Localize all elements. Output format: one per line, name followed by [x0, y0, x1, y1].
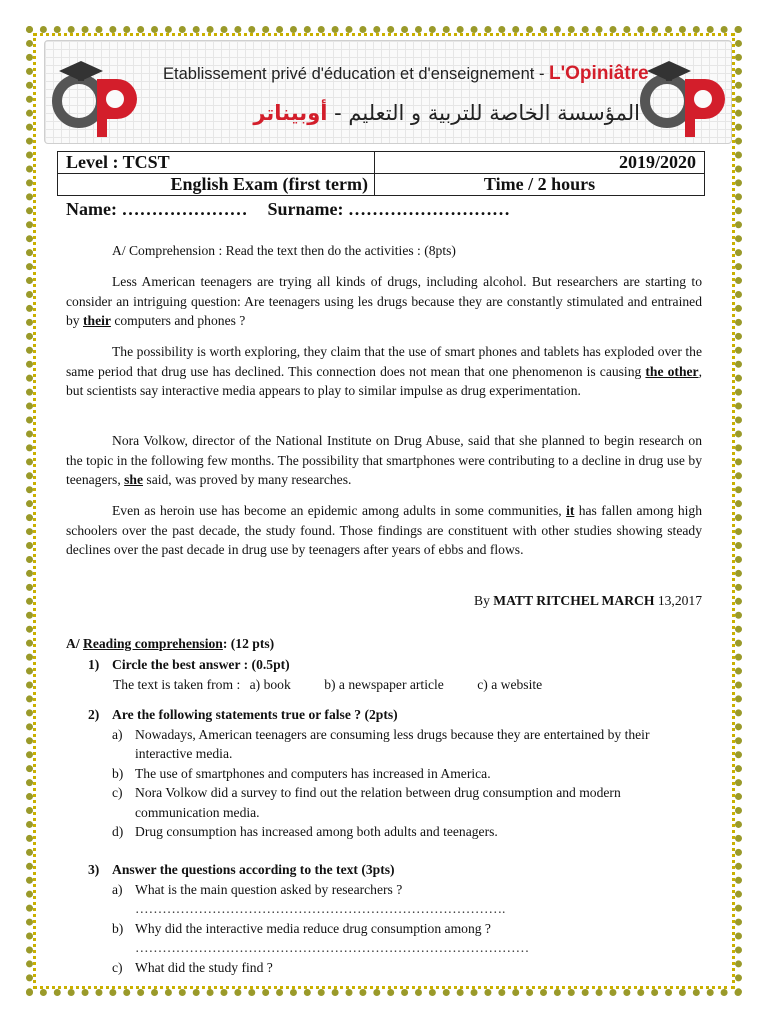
option-b[interactable]: b) a newspaper article: [324, 676, 444, 692]
surname-field[interactable]: Surname: ………………………: [267, 199, 510, 219]
option-a[interactable]: a) book: [249, 676, 291, 692]
school-name-french: Etablissement privé d'éducation et d'enseignement - L'Opiniâtre: [163, 63, 649, 84]
question-3c: c) What did the study find ?: [112, 959, 273, 975]
reference-word-the-other: the other: [645, 363, 699, 379]
comprehension-instruction: A/ Comprehension : Read the text then do the activities : (8pts): [112, 243, 456, 258]
reference-word-it: it: [566, 503, 575, 518]
statement-d: d) Drug consumption has increased among both adults and teenagers.: [112, 824, 498, 839]
option-c[interactable]: c) a website: [477, 676, 543, 692]
author-name: MATT RITCHEL MARCH: [493, 593, 655, 608]
question-3a: a) What is the main question asked by researchers ?: [112, 881, 403, 897]
question-1-stem: The text is taken from :: [113, 676, 241, 692]
level-cell: Level : TCST: [58, 152, 375, 174]
paragraph-3: Nora Volkow, director of the National Institute on Drug Abuse, said that she planned to begin research on the topic in the following few months. The possibility that smartphones were contributing to a decline in drug use by teenagers, she said, was proved by many researches.: [66, 433, 702, 488]
paragraph-1: Less American teenagers are trying all kinds of drugs, including alcohol. But researchers are starting to consider an intriguing question: Are teenagers using les drugs because they are constantly stimulated and entrained by their computers and phones ?: [66, 274, 702, 329]
paragraph-4: Even as heroin use has become an epidemic among adults in some communities, it has fallen among high schoolers over the past decade, the study found. Those findings are constituent with other studies showing steady declines over the past decade in drug use by teenagers after years of ebbs and flows.: [66, 503, 703, 558]
name-field[interactable]: Name: …………………: [66, 199, 248, 219]
question-2: 2) Are the following statements true or false ? (2pts) a) Nowadays, American teenagers are consuming less drugs because they are entertained by their interactive media. b) The use of smartphones and computers has increased in America. c) Nora Volkow did a survey to find out the relation between drug consumption and modern communication media. d) Drug consumption has increased among both adults and teenagers.: [88, 705, 702, 842]
question-1: 1) Circle the best answer : (0.5pt) The text is taken from : a) book b) a newspaper article c) a website: [88, 657, 543, 692]
reference-word-their: their: [83, 313, 111, 329]
question-2-title: Are the following statements true or false ? (2pts): [112, 707, 398, 722]
exam-title-cell: English Exam (first term): [58, 174, 375, 196]
article-byline: By MATT RITCHEL MARCH 13,2017: [474, 593, 702, 608]
question-3b: b) Why did the interactive media reduce drug consumption among ?: [112, 920, 491, 936]
reading-comprehension-heading: A/ Reading comprehension: (12 pts): [66, 636, 275, 651]
brand-name-arabic: أوبيناتر: [253, 101, 328, 125]
school-logo-right: [637, 49, 727, 139]
question-3: 3) Answer the questions according to the text (3pts) a) What is the main question asked by researchers ? ………………………………………………………………………. b) Why did the interactive media reduce drug consumption among ? …………………………………………………………………………… c) What did the study find ?: [88, 860, 702, 977]
year-cell: 2019/2020: [375, 152, 705, 174]
brand-name: L'Opiniâtre: [549, 63, 649, 84]
school-banner: [44, 40, 732, 144]
statement-c: c) Nora Volkow did a survey to find out the relation between drug consumption and modern communication media.: [112, 785, 621, 820]
paragraph-2: The possibility is worth exploring, they claim that the use of smart phones and tablets has exploded over the same period that drug use has declined. This connection does not mean that one phenomenon is causing the other, but scientists say interactive media appears to play to similar impulse as drug experimentation.: [66, 344, 702, 399]
reference-word-she: she: [124, 472, 144, 488]
exam-info-table: [57, 151, 705, 196]
school-name-arabic: المؤسسة الخاصة للتربية و التعليم - أوبيناتر: [253, 101, 640, 125]
question-3-title: Answer the questions according to the text (3pts): [112, 862, 395, 877]
name-surname-line: [66, 199, 510, 220]
school-logo-left: [49, 49, 139, 139]
answer-line-3b[interactable]: ……………………………………………………………………………: [135, 940, 530, 955]
statement-a: a) Nowadays, American teenagers are consuming less drugs because they are entertained by their interactive media.: [112, 726, 650, 761]
statement-b: b) The use of smartphones and computers has increased in America.: [112, 765, 491, 781]
answer-line-3a[interactable]: ……………………………………………………………………….: [135, 901, 506, 916]
time-cell: Time / 2 hours: [375, 174, 705, 196]
question-1-title: Circle the best answer : (0.5pt): [112, 657, 290, 672]
